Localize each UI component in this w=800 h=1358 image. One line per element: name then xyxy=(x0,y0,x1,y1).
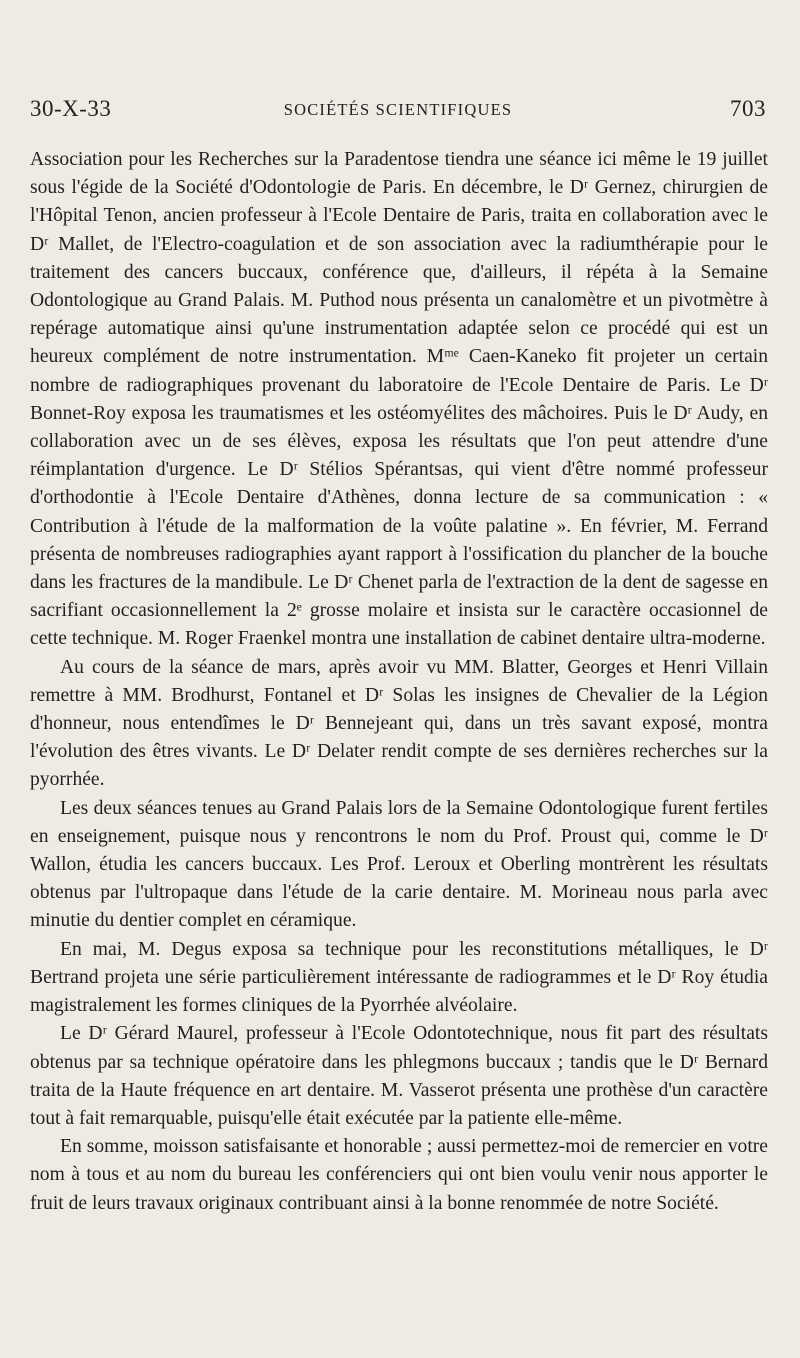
page-number: 703 xyxy=(730,96,766,121)
paragraph: Les deux séances tenues au Grand Palais lors de la Semaine Odontologique furent fertiles en enseignement, puisque nous y rencontrons le nom du Prof. Proust qui, comme le Dʳ Wallon, étudia les cancers buccaux. Les Prof. Leroux et Oberling montrèrent les résultats obtenus par l'ultropaque dans l'étude de la carie dentaire. M. Morineau nous parla avec minutie du dentier complet en céramique. xyxy=(30,797,768,932)
paragraph: En somme, moisson satisfaisante et honorable ; aussi permettez-moi de remercier en votre nom à tous et au nom du bureau les conférenciers qui ont bien voulu venir nous apporter le fruit de leurs travaux originaux contribuant ainsi à la bonne renommée de notre Société. xyxy=(30,1136,768,1214)
header-title: SOCIÉTÉS SCIENTIFIQUES xyxy=(283,100,513,119)
paragraph: Association pour les Recherches sur la Paradentose tiendra une séance ici même le 19 juillet sous l'égide de la Société d'Odontologie de Paris. En décembre, le Dʳ Gernez, chirurgien de l'Hôpital Tenon, ancien professeur à l'Ecole Dentaire de Paris, traita en collaboration avec le Dʳ Mallet, de l'Electro-coagulation et de son association avec la radiumthérapie pour le traitement des cancers buccaux, conférence que, d'ailleurs, il répéta à la Semaine Odontologique au Grand Palais. M. Puthod nous présenta un canalomètre et un pivotmètre à repérage automatique ainsi qu'une instrumentation adaptée selon ce procédé qui est un heureux complément de notre instrumentation. Mᵐᵉ Caen-Kaneko fit projeter un certain nombre de radiographiques provenant du laboratoire de l'Ecole Dentaire de Paris. Le Dʳ Bonnet-Roy exposa les traumatismes et les ostéomyélites des mâchoires. Puis le Dʳ Audy, en collaboration avec un de ses élèves, exposa les résultats que l'on peut attendre d'une réimplantation d'urgence. Le Dʳ Stélios Spérantsas, qui vient d'être nommé professeur d'orthodontie à l'Ecole Dentaire d'Athènes, donna lecture de sa communication : « Contribution à l'étude de la malformation de la voûte palatine ». En février, M. Ferrand présenta de nombreuses radiographies ayant rapport à l'ossification du plancher de la bouche dans les fractures de la mandibule. Le Dʳ Chenet parla de l'extraction de la dent de sagesse en sacrifiant occasionnellement la 2ᵉ grosse molaire et insista sur le caractère occasionnel de cette technique. M. Roger Fraenkel montra une installation de cabinet dentaire ultra-moderne. xyxy=(30,149,768,650)
running-header xyxy=(30,96,766,130)
header-date: 30-X-33 xyxy=(30,96,112,121)
paragraph: En mai, M. Degus exposa sa technique pour les reconstitutions métalliques, le Dʳ Bertrand projeta une série particulièrement intéressante de radiogrammes et le Dʳ Roy étudia magistralement les formes cliniques de la Pyorrhée alvéolaire. xyxy=(30,938,768,1017)
paragraph: Le Dʳ Gérard Maurel, professeur à l'Ecole Odontotechnique, nous fit part des résultats obtenus par sa technique opératoire dans les phlegmons buccaux ; tandis que le Dʳ Bernard traita de la Haute fréquence en art dentaire. M. Vasserot présenta une prothèse d'un caractère tout à fait remarquable, puisqu'elle était exécutée par la patiente elle-même. xyxy=(30,1023,768,1129)
paragraph: Au cours de la séance de mars, après avoir vu MM. Blatter, Georges et Henri Villain remettre à MM. Brodhurst, Fontanel et Dʳ Solas les insignes de Chevalier de la Légion d'honneur, nous entendîmes le Dʳ Bennejeant qui, dans un très savant exposé, montra l'évolution des êtres vivants. Le Dʳ Delater rendit compte de ses dernières recherches sur la pyorrhée. xyxy=(30,656,768,791)
article-body xyxy=(30,146,768,1218)
